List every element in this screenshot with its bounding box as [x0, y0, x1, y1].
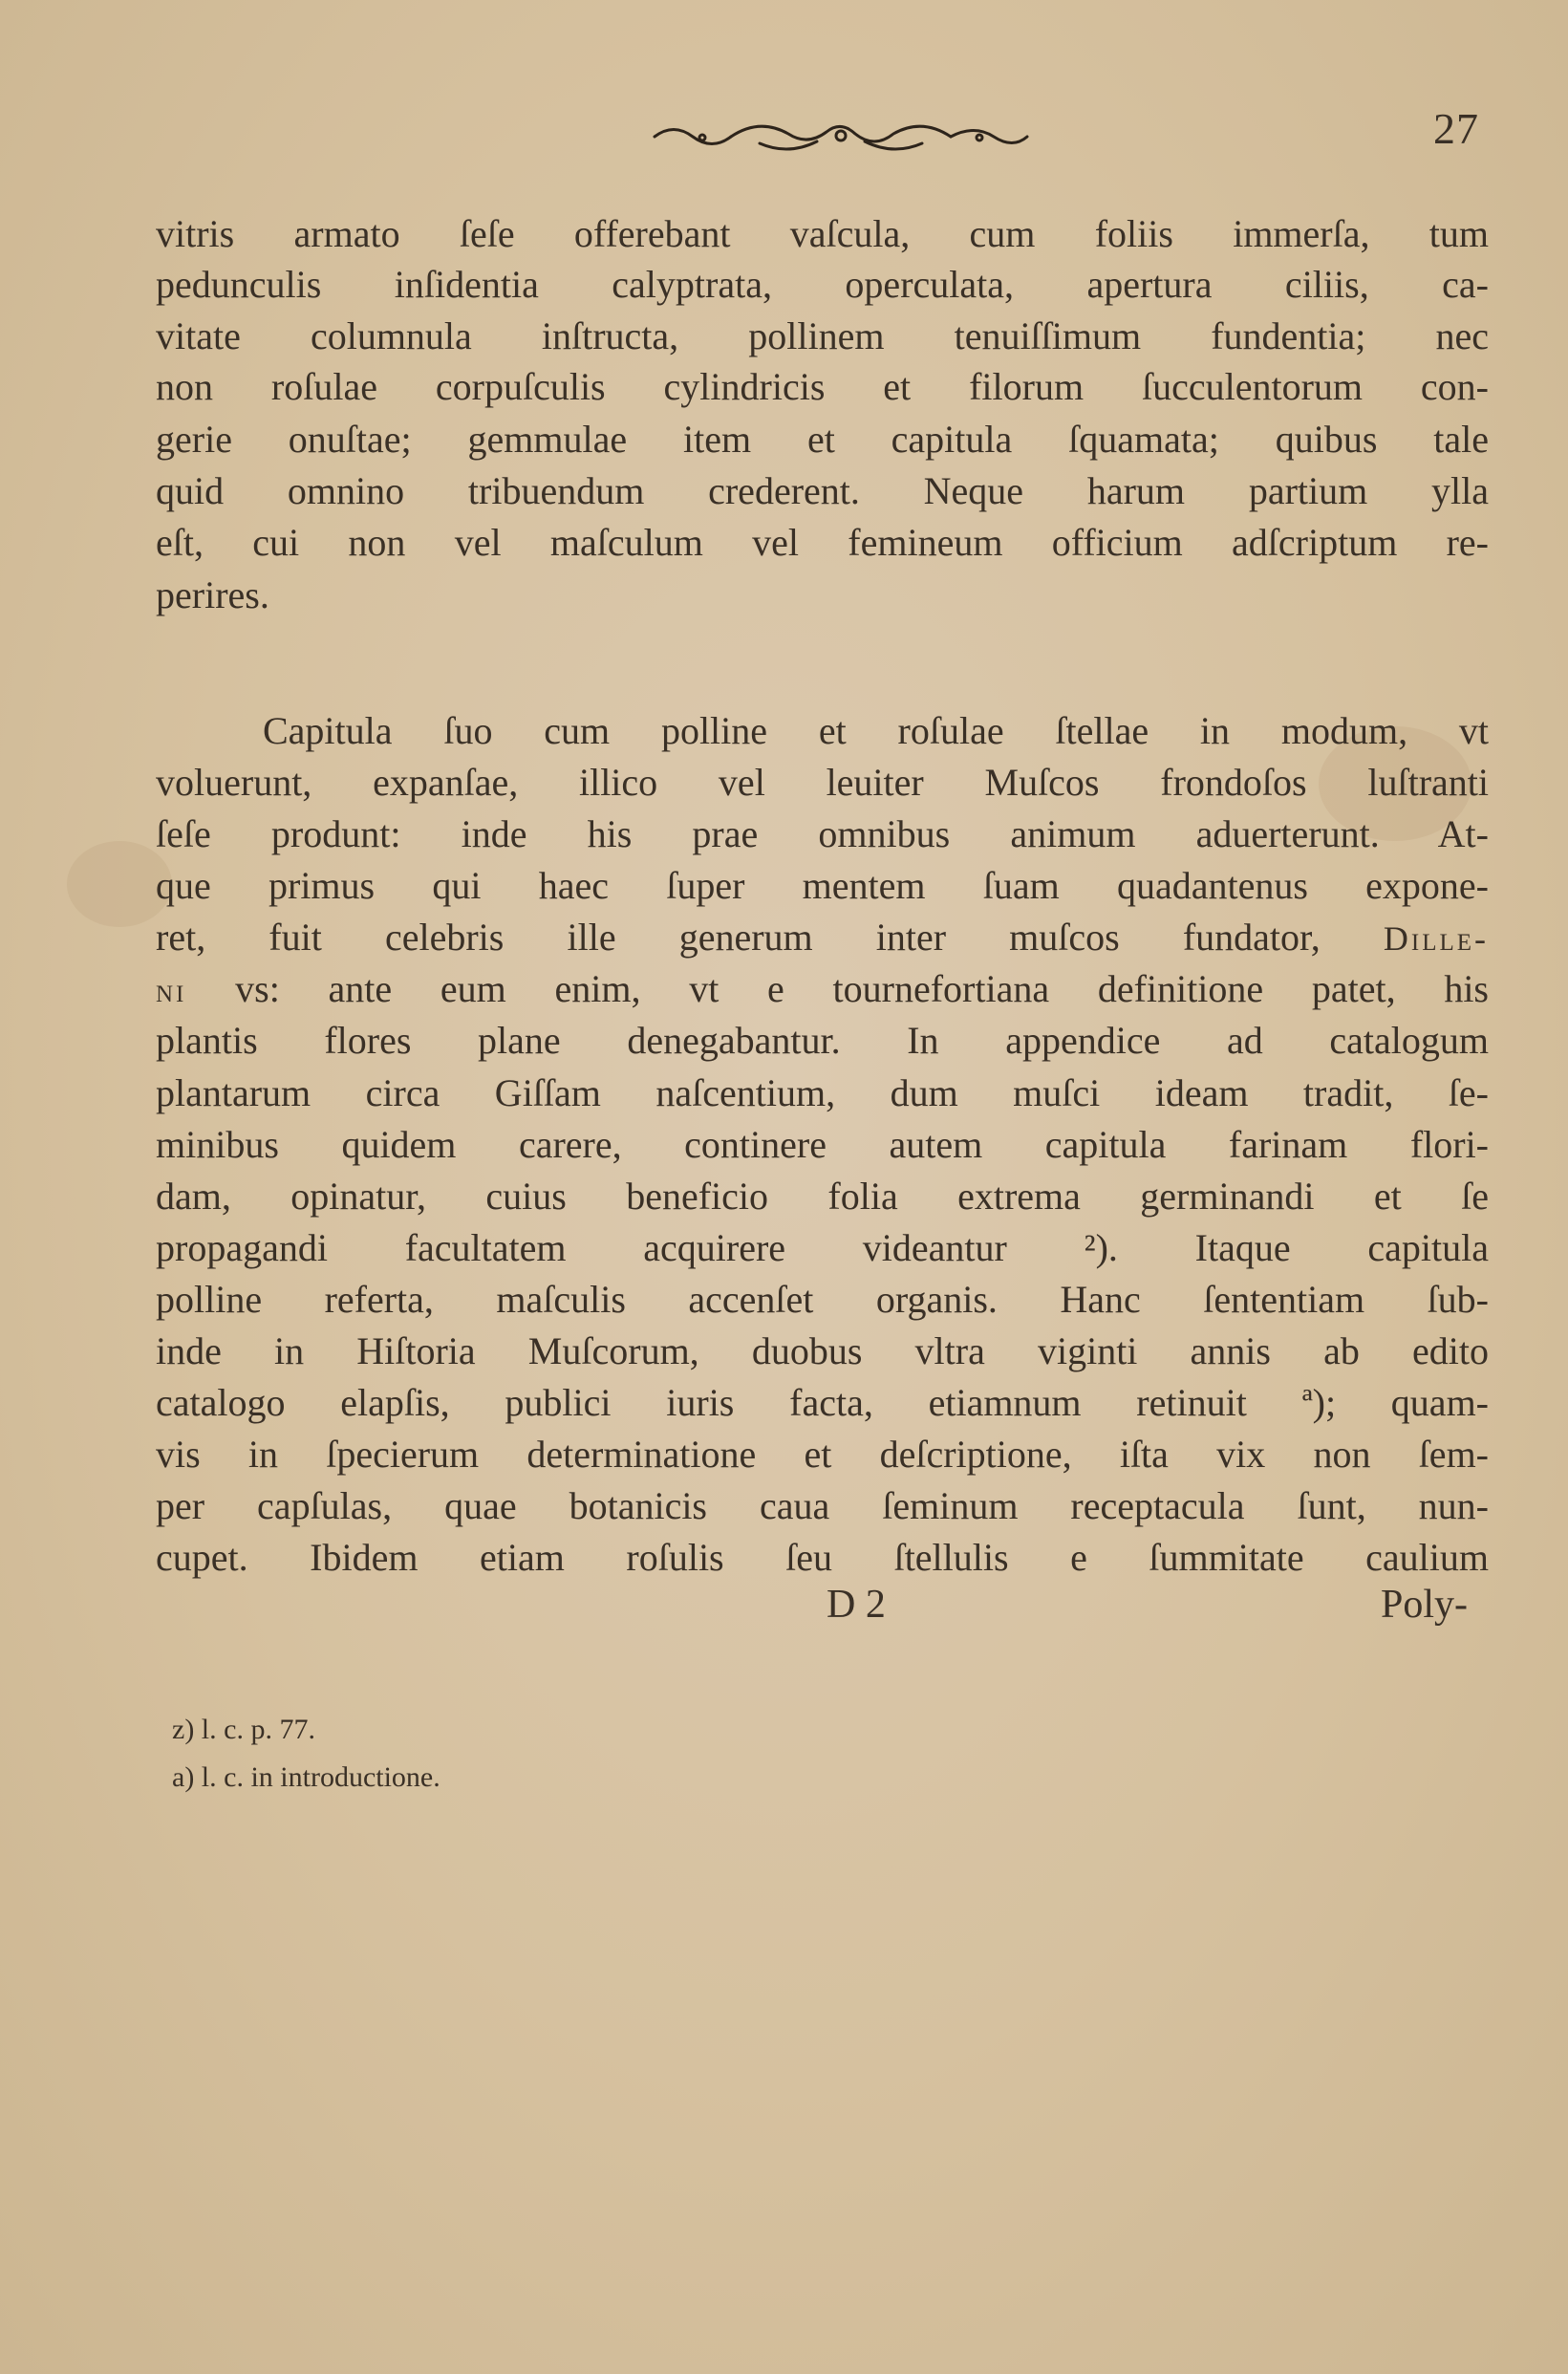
- page-number: 27: [1433, 104, 1479, 153]
- text-line: Capitula ſuo cum polline et roſulae ſtellae in modum, vt: [263, 709, 1489, 752]
- text-line: gerie onuſtae; gemmulae item et capitula ſquamata; quibus tale: [156, 418, 1489, 461]
- text-line: eſt, cui non vel maſculum vel femineum officium adſcriptum re-: [156, 521, 1489, 564]
- text-line: plantarum circa Giſſam naſcentium, dum muſci ideam tradit, ſe-: [156, 1071, 1489, 1114]
- decorative-headpiece-ornament: [645, 113, 1037, 161]
- author-name-small-caps: Dille-: [1383, 919, 1489, 958]
- text-line: per capſulas, quae botanicis caua ſeminum receptacula ſunt, nun-: [156, 1484, 1489, 1527]
- text-line: polline referta, maſculis accenſet organis. Hanc ſententiam ſub-: [156, 1278, 1489, 1321]
- footnote: a) l. c. in introductione.: [172, 1761, 440, 1793]
- text-line: quid omnino tribuendum crederent. Neque harum partium ylla: [156, 469, 1489, 512]
- text-line: vitate columnula inſtructa, pollinem tenuiſſimum fundentia; nec: [156, 314, 1489, 357]
- text-line: vitris armato ſeſe offerebant vaſcula, cum foliis immerſa, tum: [156, 212, 1489, 255]
- text-line: que primus qui haec ſuper mentem ſuam quadantenus expone-: [156, 864, 1489, 907]
- text-line: perires.: [156, 573, 269, 616]
- text-line: inde in Hiſtoria Muſcorum, duobus vltra viginti annis ab edito: [156, 1329, 1489, 1372]
- text-line: ſeſe produnt: inde his prae omnibus animum aduerterunt. At-: [156, 812, 1489, 855]
- text-line: cupet. Ibidem etiam roſulis ſeu ſtellulis e ſummitate caulium: [156, 1536, 1489, 1579]
- text-line: plantis flores plane denegabantur. In appendice ad catalogum: [156, 1019, 1489, 1062]
- text-segment: ret, fuit celebris ille generum inter muſcos fundator,: [156, 916, 1321, 959]
- text-line: non roſulae corpuſculis cylindricis et filorum ſucculentorum con-: [156, 365, 1489, 408]
- text-line: minibus quidem carere, continere autem capitula farinam flori-: [156, 1123, 1489, 1166]
- text-line: dam, opinatur, cuius beneficio folia extrema germinandi et ſe: [156, 1175, 1489, 1218]
- text-line: catalogo elapſis, publici iuris facta, etiamnum retinuit ª); quam-: [156, 1381, 1489, 1424]
- text-segment: vs: ante eum enim, vt e tournefortiana definitione patet, his: [235, 967, 1489, 1010]
- text-line: voluerunt, expanſae, illico vel leuiter Muſcos frondoſos luſtranti: [156, 761, 1489, 804]
- author-name-small-caps: ni: [156, 971, 187, 1009]
- catchword: Poly-: [1381, 1583, 1469, 1627]
- text-line: pedunculis inſidentia calyptrata, operculata, apertura ciliis, ca-: [156, 263, 1489, 306]
- footnote: z) l. c. p. 77.: [172, 1714, 315, 1745]
- text-line-with-author: [156, 912, 1489, 964]
- text-line-with-author: [156, 963, 1489, 1016]
- text-line: propagandi facultatem acquirere videantur ²). Itaque capitula: [156, 1226, 1489, 1269]
- signature-mark: D 2: [827, 1583, 886, 1627]
- text-line: vis in ſpecierum determinatione et deſcriptione, iſta vix non ſem-: [156, 1433, 1489, 1476]
